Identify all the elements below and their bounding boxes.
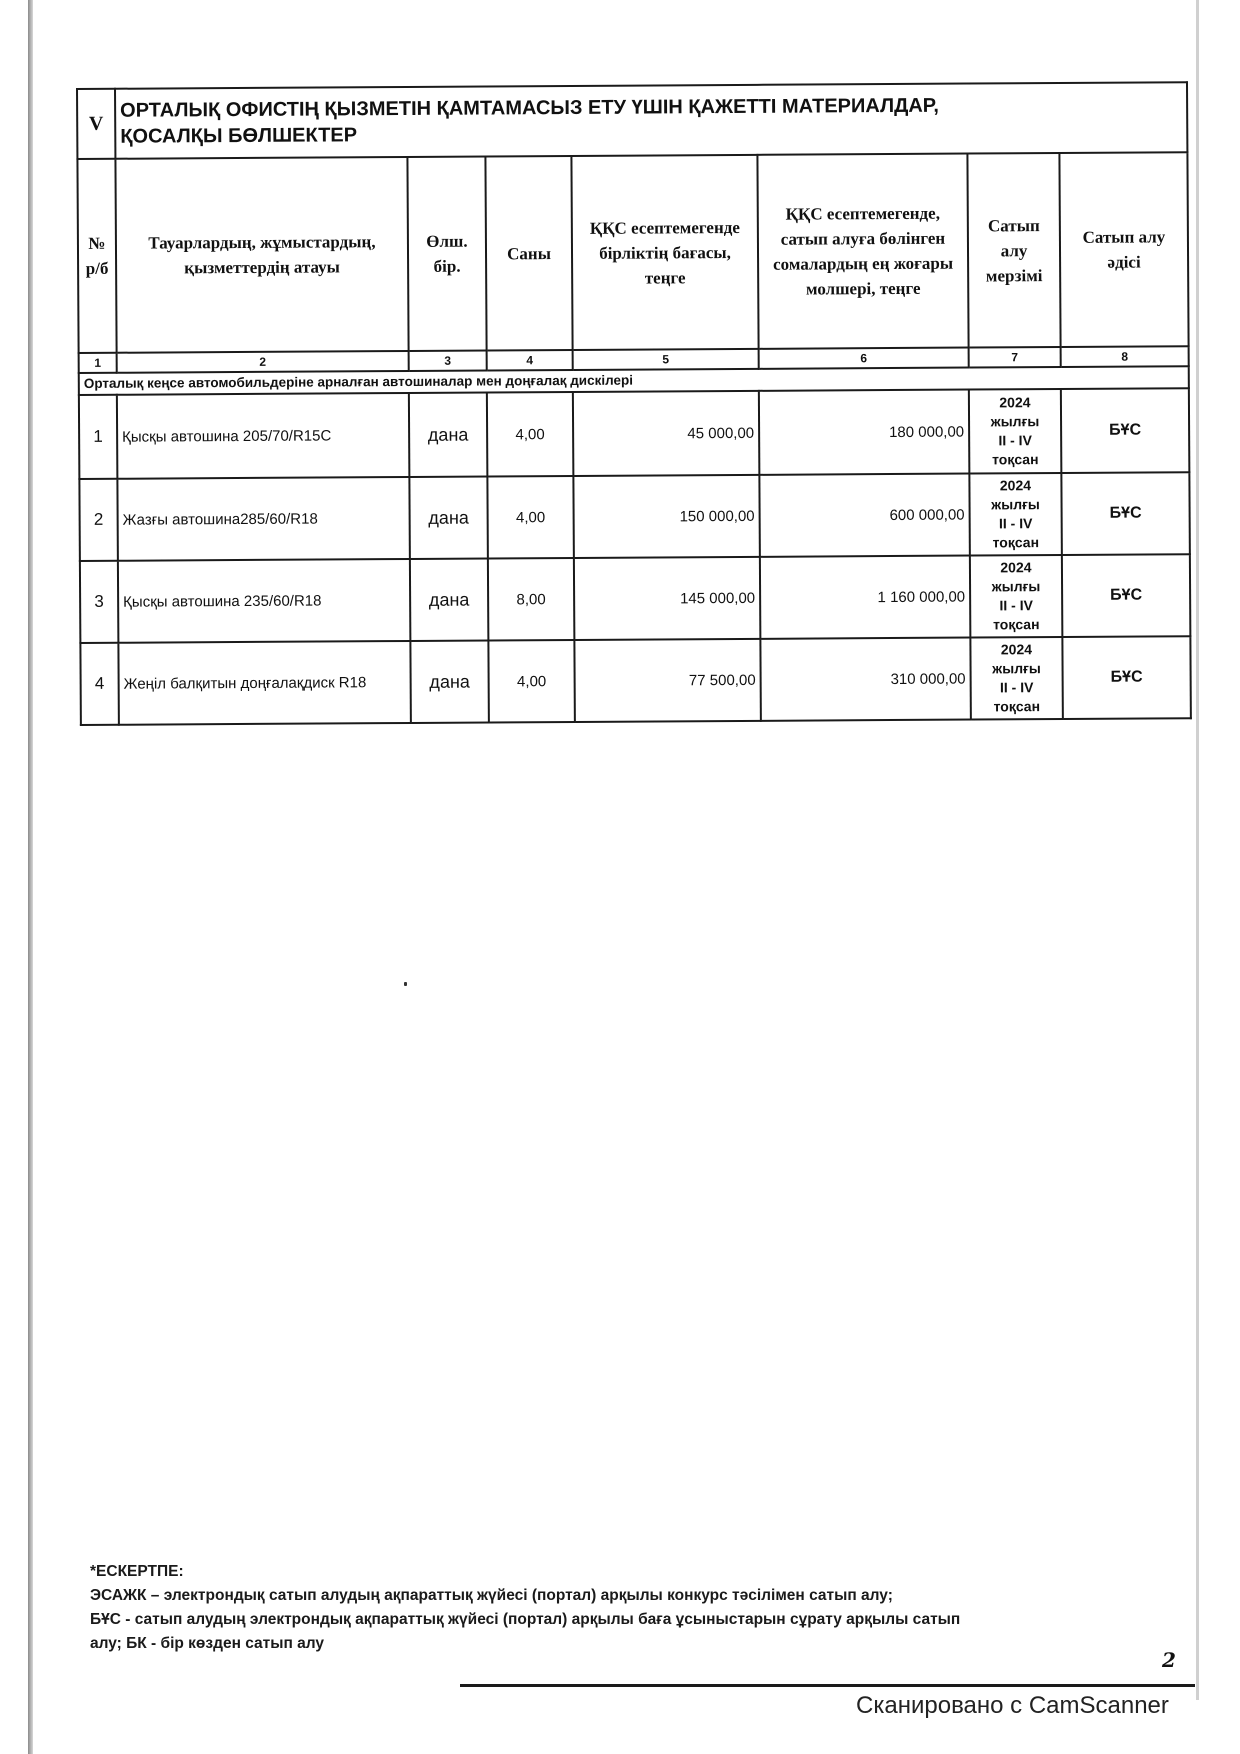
header-name: Тауарлардың, жұмыстардың, қызметтердің атауы bbox=[115, 157, 408, 353]
item-method: БҰС bbox=[1061, 472, 1190, 555]
header-period: Сатып алу мерзімі bbox=[967, 153, 1060, 348]
page-number: 2 bbox=[1162, 1648, 1176, 1672]
period-quarters: II - IV bbox=[998, 515, 1033, 532]
table-row bbox=[80, 554, 1191, 643]
header-unit-line2: бір. bbox=[433, 256, 461, 276]
item-method: БҰС bbox=[1062, 554, 1191, 637]
footnote bbox=[90, 1560, 1090, 1656]
document-table-container bbox=[76, 81, 1190, 726]
item-total: 310 000,00 bbox=[760, 638, 970, 721]
item-unit: дана bbox=[410, 558, 488, 640]
item-total: 1 160 000,00 bbox=[760, 556, 970, 639]
item-period bbox=[970, 637, 1062, 720]
row-number: 4 bbox=[80, 643, 119, 725]
header-unit bbox=[407, 157, 486, 351]
table-row bbox=[80, 636, 1191, 725]
period-word: тоқсан bbox=[992, 534, 1040, 551]
item-quantity: 4,00 bbox=[488, 640, 574, 723]
item-quantity: 4,00 bbox=[487, 476, 573, 559]
item-total: 180 000,00 bbox=[759, 390, 970, 475]
header-unit-price: ҚҚС есептемегенде бірліктің бағасы, теңге bbox=[571, 155, 758, 350]
table-row bbox=[79, 388, 1190, 479]
item-unit: дана bbox=[409, 476, 487, 558]
scan-edge-shadow bbox=[28, 0, 33, 1754]
header-number bbox=[77, 159, 116, 353]
section-title-line1: ОРТАЛЫҚ ОФИСТІҢ ҚЫЗМЕТІН ҚАМТАМАСЫЗ ЕТУ ҮШІН ҚАЖЕТТІ МАТЕРИАЛДАР, bbox=[120, 94, 939, 122]
bottom-rule bbox=[460, 1684, 1195, 1687]
footnote-line: БҰС - сатып алудың электрондық ақпараттық жүйесі (портал) арқылы баға ұсыныстарын сұрату арқылы сатып bbox=[90, 1611, 961, 1628]
column-number: 7 bbox=[969, 347, 1061, 368]
item-quantity: 4,00 bbox=[487, 392, 574, 477]
item-name: Қысқы автошина 205/70/R15C bbox=[117, 393, 410, 479]
footnote-title: *ЕСКЕРТПЕ: bbox=[90, 1563, 184, 1580]
column-number: 2 bbox=[117, 351, 409, 373]
camscanner-watermark: Сканировано с CamScanner bbox=[856, 1692, 1169, 1719]
item-total: 600 000,00 bbox=[759, 474, 969, 557]
item-unit-price: 145 000,00 bbox=[574, 557, 760, 640]
column-number: 1 bbox=[79, 353, 117, 373]
column-number: 8 bbox=[1061, 346, 1189, 367]
column-number: 5 bbox=[573, 349, 759, 370]
period-word: тоқсан bbox=[993, 698, 1041, 715]
row-number: 1 bbox=[79, 395, 118, 479]
item-method: БҰС bbox=[1062, 636, 1191, 719]
table-row bbox=[79, 472, 1190, 561]
period-year: 2024 жылғы bbox=[992, 641, 1041, 677]
row-number: 3 bbox=[80, 561, 119, 643]
section-title-line2: ҚОСАЛҚЫ БӨЛШЕКТЕР bbox=[120, 124, 358, 148]
item-unit: дана bbox=[410, 640, 488, 722]
item-unit-price: 45 000,00 bbox=[573, 391, 760, 476]
column-number: 3 bbox=[409, 350, 487, 370]
section-row bbox=[77, 82, 1187, 159]
section-title bbox=[115, 82, 1187, 159]
column-number: 4 bbox=[487, 350, 573, 371]
period-year: 2024 жылғы bbox=[991, 477, 1040, 513]
item-unit-price: 150 000,00 bbox=[573, 475, 759, 558]
footnote-line: ЭСАЖК – электрондық сатып алудың ақпараттық жүйесі (портал) арқылы конкурс тәсілімен сатып алу; bbox=[90, 1587, 893, 1604]
item-period bbox=[970, 555, 1062, 638]
header-quantity: Саны bbox=[485, 156, 572, 351]
item-name: Жеңіл балқитын доңғалақдиск R18 bbox=[118, 641, 410, 725]
item-name: Жазғы автошина285/60/R18 bbox=[117, 477, 409, 561]
scan-edge-right bbox=[1196, 0, 1199, 1700]
scan-speck bbox=[404, 982, 407, 986]
item-unit: дана bbox=[409, 392, 488, 476]
period-year: 2024 жылғы bbox=[990, 394, 1040, 430]
period-quarters: II - IV bbox=[999, 679, 1034, 696]
header-row bbox=[77, 152, 1188, 353]
procurement-table bbox=[76, 81, 1192, 726]
period-quarters: II - IV bbox=[998, 432, 1032, 449]
column-number: 6 bbox=[759, 348, 969, 369]
period-year: 2024 жылғы bbox=[991, 559, 1041, 595]
item-quantity: 8,00 bbox=[488, 558, 574, 641]
item-unit-price: 77 500,00 bbox=[574, 639, 760, 722]
item-name: Қысқы автошина 235/60/R18 bbox=[118, 559, 410, 643]
footnote-line: алу; БК - бір көзден сатып алу bbox=[90, 1635, 325, 1652]
row-number: 2 bbox=[79, 479, 118, 561]
header-number-line2: р/б bbox=[85, 258, 109, 278]
header-total-amount: ҚҚС есептемегенде, сатып алуға бөлінген сомалардың ең жоғары молшері, теңге bbox=[757, 154, 968, 349]
period-word: тоқсан bbox=[992, 451, 1039, 468]
group-title: Орталық кеңсе автомобильдеріне арналған автошиналар мен доңғалақ дискілері bbox=[79, 366, 1189, 395]
item-period bbox=[969, 473, 1061, 556]
section-number: V bbox=[77, 89, 115, 159]
header-unit-line1: Өлш. bbox=[426, 231, 468, 251]
period-word: тоқсан bbox=[993, 616, 1040, 633]
header-number-line1: № bbox=[88, 233, 106, 253]
header-method: Сатып алу әдісі bbox=[1059, 152, 1188, 347]
item-period bbox=[969, 389, 1062, 474]
item-method: БҰС bbox=[1061, 388, 1190, 473]
period-quarters: II - IV bbox=[999, 597, 1033, 614]
